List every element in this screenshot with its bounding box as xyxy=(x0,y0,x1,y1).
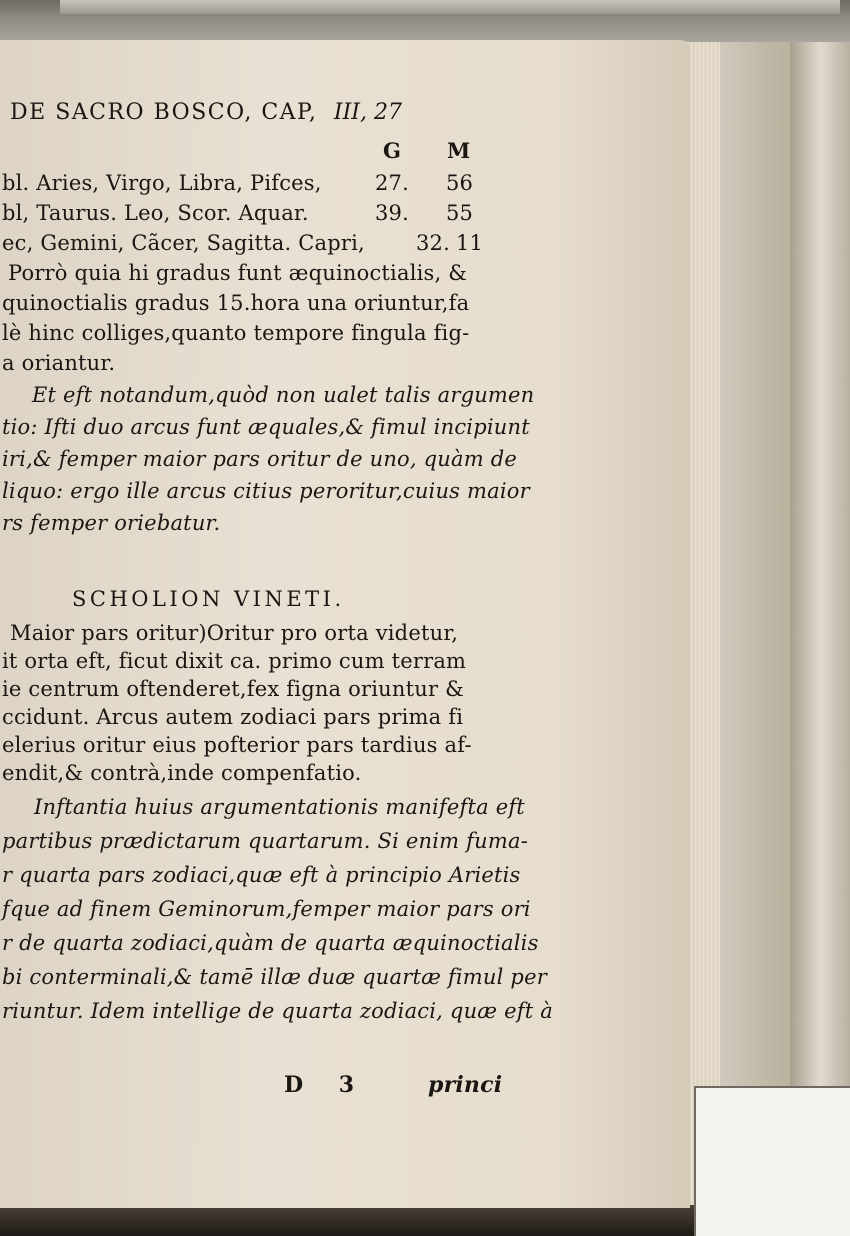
table-row-m: 56 xyxy=(446,171,474,195)
table-row-signs: bl, Taurus. Leo, Scor. Aquar. xyxy=(2,201,309,225)
paper-slip xyxy=(694,1086,850,1236)
text-line: tio: Ifti duo arcus funt æquales,& fimul incipiunt xyxy=(2,415,530,439)
text-line: r de quarta zodiaci,quàm de quarta æquinoctialis xyxy=(2,931,539,955)
vellum-cover-edge xyxy=(790,20,850,1236)
signature-mark: D 3 xyxy=(284,1072,369,1098)
table-row-m: 55 xyxy=(446,201,474,225)
text-line: quinoctialis gradus 15.hora una oriuntur,fa xyxy=(2,291,470,315)
text-line: a oriantur. xyxy=(2,351,116,375)
text-line: liquo: ergo ille arcus citius peroritur,cuius maior xyxy=(2,479,530,503)
table-row-g: 27. xyxy=(375,171,409,195)
running-title: DE SACRO BOSCO, CAP, xyxy=(10,100,318,125)
table-row-signs: bl. Aries, Virgo, Libra, Pifces, xyxy=(2,171,322,195)
table-row-m: 11 xyxy=(456,231,484,255)
column-head-g: G xyxy=(383,138,402,163)
text-line: Maior pars oritur)Oritur pro orta videtur, xyxy=(10,621,459,645)
text-line: Et eft notandum,quòd non ualet talis argumen xyxy=(32,383,535,407)
text-line: fque ad finem Geminorum,femper maior pars ori xyxy=(2,897,531,921)
text-line: lè hinc colliges,quanto tempore fingula fig- xyxy=(2,321,470,345)
table-row-signs: ec, Gemini, Cãcer, Sagitta. Capri, xyxy=(2,231,365,255)
text-line: riuntur. Idem intellige de quarta zodiaci, quæ eft à xyxy=(2,999,553,1023)
text-line: endit,& contrà,inde compenfatio. xyxy=(2,761,362,785)
running-header xyxy=(10,98,402,128)
text-line: r quarta pars zodiaci,quæ eft à principio Arietis xyxy=(2,863,521,887)
text-line: it orta eft, ficut dixit ca. primo cum terram xyxy=(2,649,467,673)
book-page xyxy=(0,40,690,1208)
text-line: partibus prædictarum quartarum. Si enim fuma- xyxy=(2,829,529,853)
folio-number: III, 27 xyxy=(333,100,402,125)
text-line: rs femper oriebatur. xyxy=(2,511,221,535)
text-line: ie centrum oftenderet,fex figna oriuntur & xyxy=(2,677,464,701)
top-cover-edge xyxy=(60,0,840,14)
table-row-g: 39. xyxy=(375,201,409,225)
text-line: Inftantia huius argumentationis manifefta eft xyxy=(34,795,525,819)
text-line: ccidunt. Arcus autem zodiaci pars prima fi xyxy=(2,705,464,729)
table-row xyxy=(2,228,365,258)
text-line: elerius oritur eius pofterior pars tardius af- xyxy=(2,733,472,757)
table-row xyxy=(2,168,322,198)
text-line: Porrò quia hi gradus funt æquinoctialis, & xyxy=(8,261,468,285)
text-line: iri,& femper maior pars oritur de uno, quàm de xyxy=(2,447,517,471)
table-row xyxy=(2,198,309,228)
section-heading: SCHOLION VINETI. xyxy=(72,587,345,611)
column-head-m: M xyxy=(447,138,471,163)
text-line: bi conterminali,& tamē illæ duæ quartæ fimul per xyxy=(2,965,547,989)
table-row-g: 32. xyxy=(416,231,450,255)
catchword: princi xyxy=(428,1072,503,1098)
